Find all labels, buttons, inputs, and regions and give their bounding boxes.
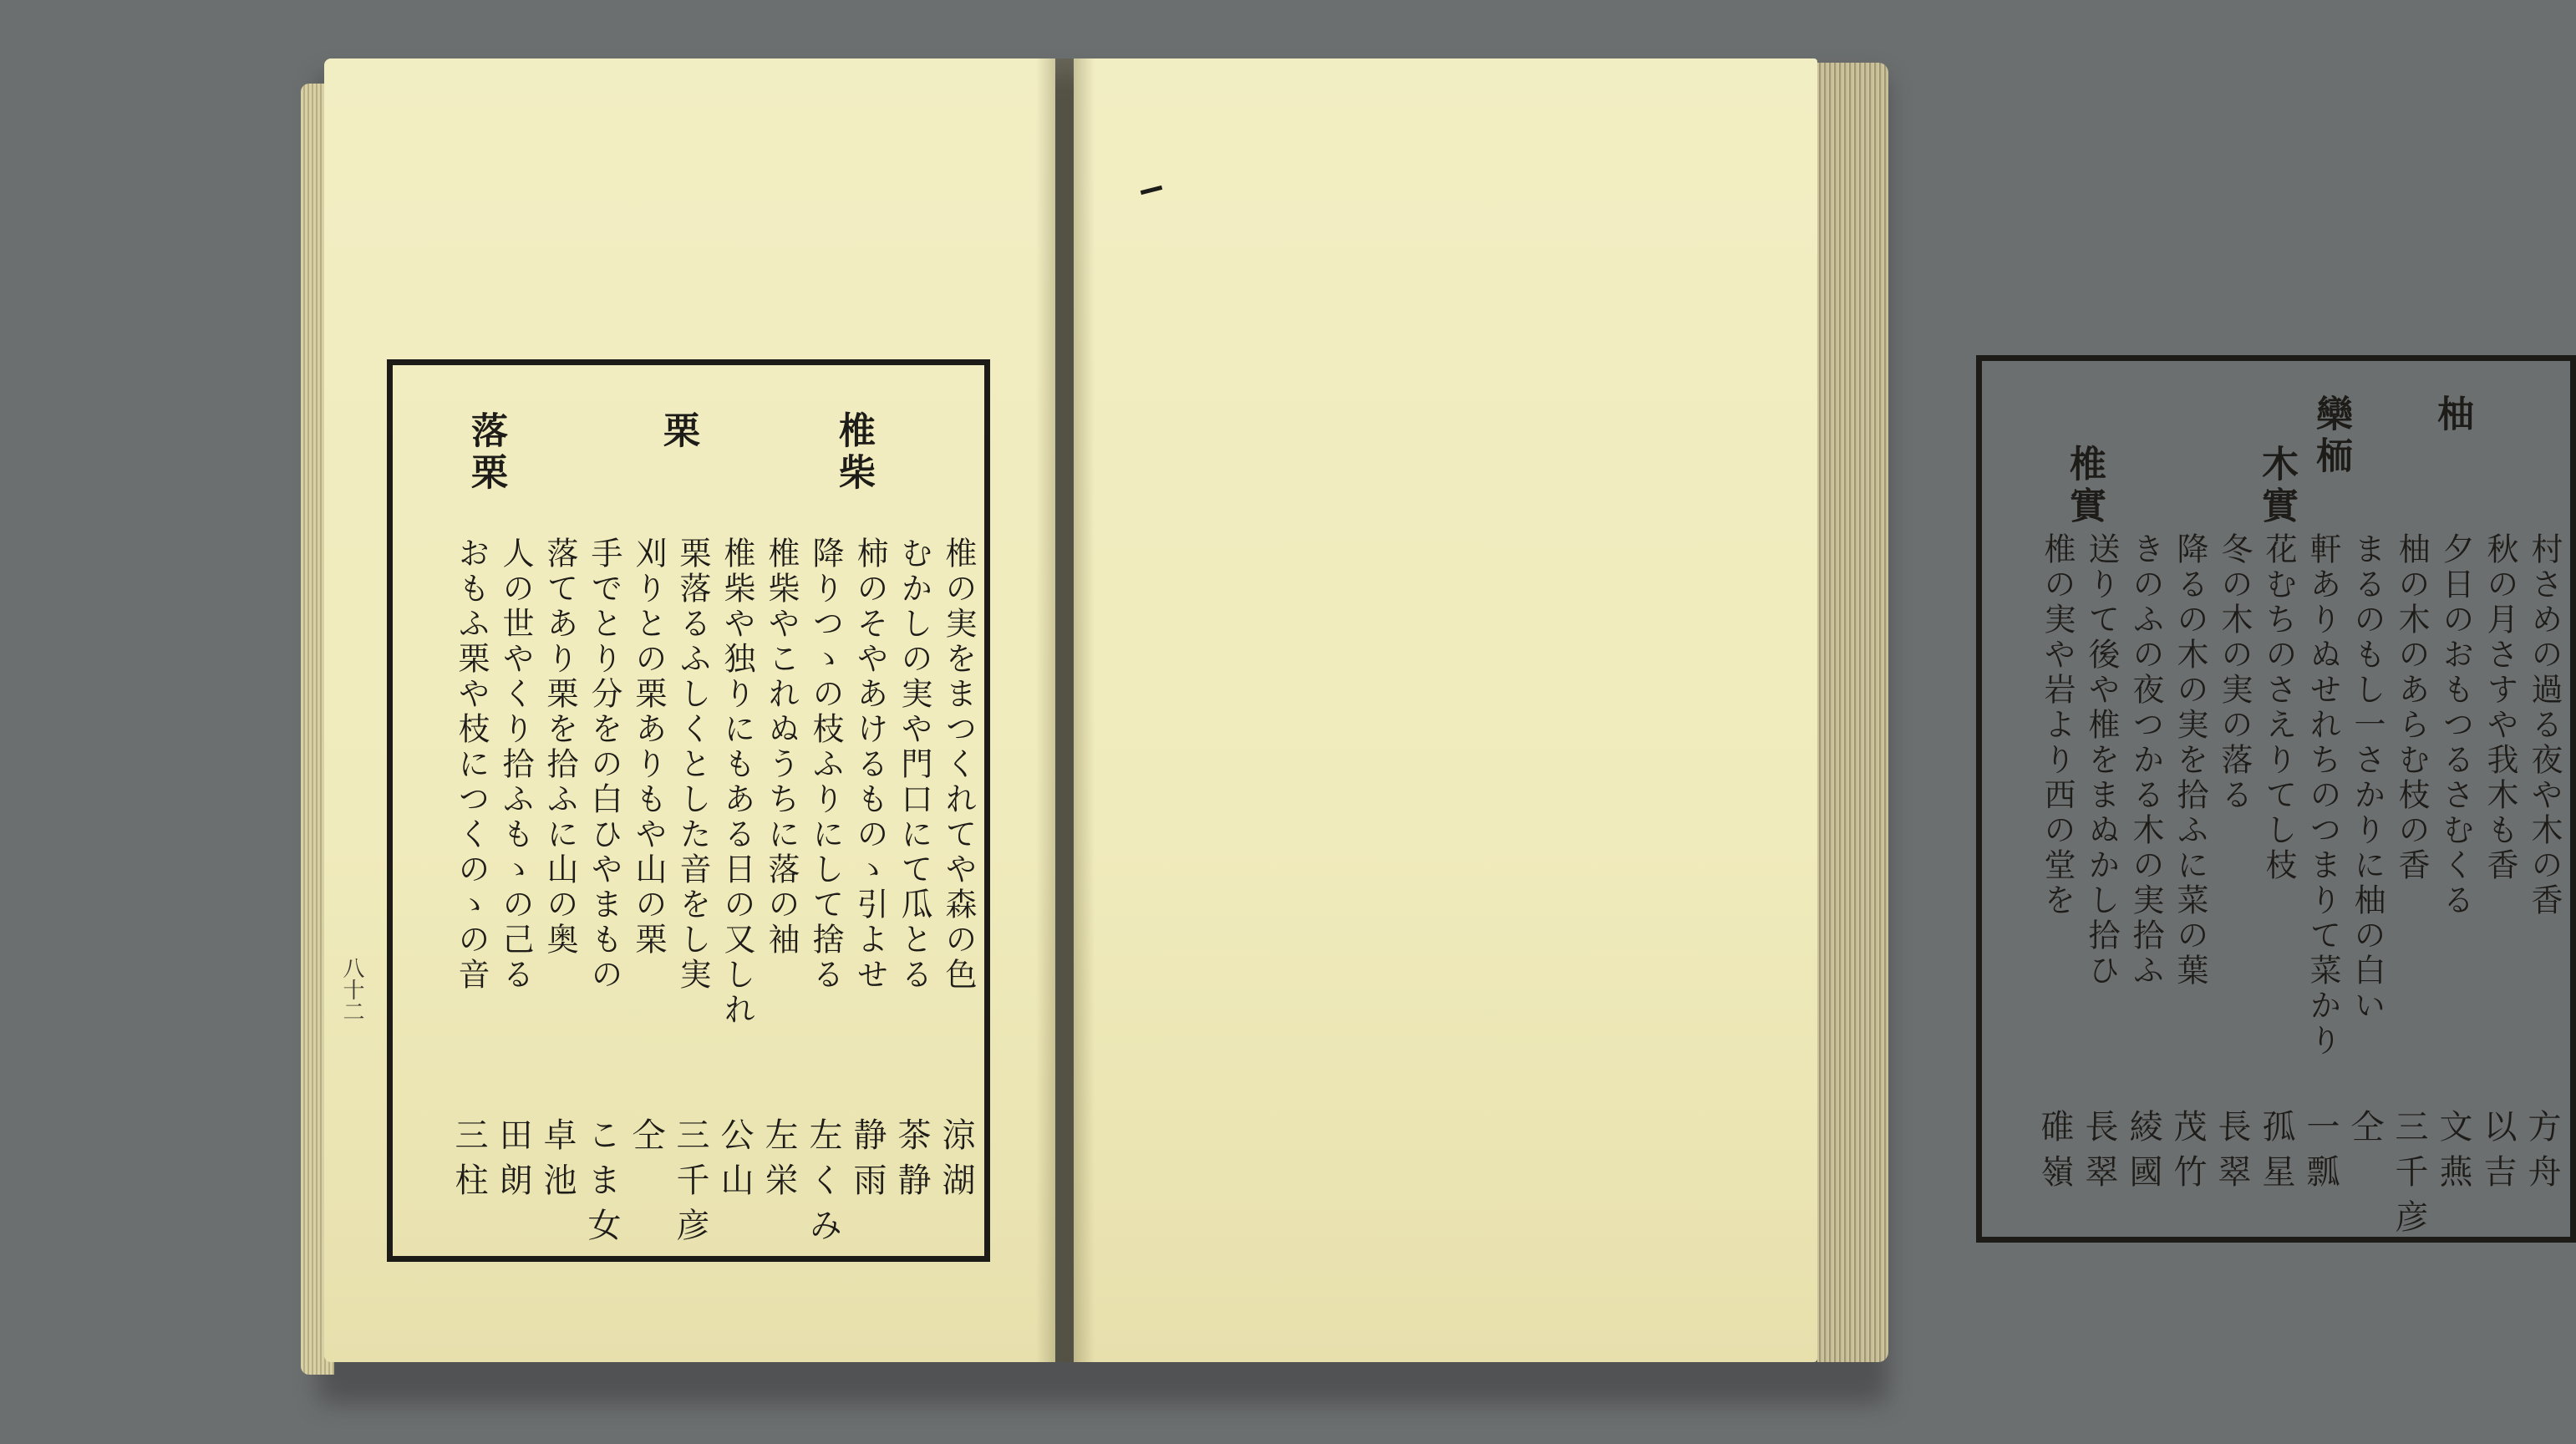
left-verse-9: 手でとり分をの白ひやまもの xyxy=(586,536,622,993)
left-author-4: 左くみ xyxy=(804,1117,842,1253)
right-heading-1: 柚 xyxy=(2431,394,2473,436)
left-author-6: 公山 xyxy=(715,1117,754,1208)
book-gutter xyxy=(1036,58,1095,1362)
open-book xyxy=(301,58,2563,1391)
right-heading-3: 木實 xyxy=(2255,445,2298,528)
left-author-8: 仝 xyxy=(627,1117,665,1162)
right-author-3: 文燕 xyxy=(2434,1109,2472,1199)
ink-mark xyxy=(1141,186,1162,195)
left-author-2: 茶静 xyxy=(892,1117,931,1208)
left-author-1: 涼湖 xyxy=(937,1117,975,1208)
left-verse-8: 刈りとの栗ありもや山の栗 xyxy=(630,536,667,958)
right-text-frame xyxy=(1976,355,2576,1243)
right-verse-3: 夕日のおもつるさむくる xyxy=(2437,532,2474,918)
right-verse-6: 軒ありぬせれちのつまりて菜かり xyxy=(2304,532,2341,1059)
right-verse-11: 送りて後や椎をまぬかし拾ひ xyxy=(2083,532,2120,989)
left-author-3: 静雨 xyxy=(848,1117,887,1208)
left-author-10: 卓池 xyxy=(538,1117,577,1208)
right-verse-2: 秋の月さすや我木も香 xyxy=(2482,532,2518,883)
right-verse-7: 花むちのさえりてし枝 xyxy=(2260,532,2297,883)
left-author-5: 左栄 xyxy=(760,1117,798,1208)
left-verse-10: 落てあり栗を拾ふに山の奥 xyxy=(541,536,578,958)
left-author-11: 田朗 xyxy=(494,1117,532,1208)
left-author-12: 三柱 xyxy=(450,1117,488,1208)
right-verse-1: 村さめの過る夜や木の香 xyxy=(2526,532,2563,918)
left-heading-3: 落栗 xyxy=(465,411,507,495)
right-verse-4: 柚の木のあらむ枝の香 xyxy=(2393,532,2430,883)
right-author-1: 方舟 xyxy=(2523,1109,2561,1199)
left-text-frame xyxy=(387,359,990,1262)
left-heading-1: 椎柴 xyxy=(832,411,875,495)
left-verse-2: むかしの実や門口にて瓜とる xyxy=(896,536,932,993)
right-author-10: 綾國 xyxy=(2124,1109,2162,1199)
left-verse-3: 柿のそやあけるものゝ引よせ xyxy=(851,536,888,993)
right-page xyxy=(1074,58,2563,1362)
left-heading-2: 栗 xyxy=(657,411,699,453)
left-verse-6: 椎柴や独りにもある日の又しれ xyxy=(719,536,755,1028)
left-verse-5: 椎柴やこれぬうちに落の袖 xyxy=(763,536,800,958)
right-heading-4: 椎實 xyxy=(2063,445,2106,528)
right-verse-9: 降るの木の実を拾ふに菜の葉 xyxy=(2172,532,2208,989)
right-page-edges xyxy=(1817,63,1888,1362)
left-verse-1: 椎の実をまつくれてや森の色 xyxy=(940,536,977,993)
left-verse-11: 人の世やくり拾ふもゝの己る xyxy=(497,536,534,993)
left-verse-7: 栗落るふしくとした音をし実 xyxy=(674,536,711,993)
left-page xyxy=(324,58,1055,1362)
left-verse-4: 降りつゝの枝ふりにして捨る xyxy=(807,536,844,993)
right-author-9: 茂竹 xyxy=(2168,1109,2207,1199)
right-author-2: 以吉 xyxy=(2478,1109,2517,1199)
right-author-12: 碓嶺 xyxy=(2035,1109,2074,1199)
right-verse-8: 冬の木の実の落る xyxy=(2216,532,2253,813)
right-author-4: 三千彦 xyxy=(2390,1109,2428,1244)
right-heading-2: 欒栭 xyxy=(2309,394,2352,478)
right-author-8: 長翠 xyxy=(2213,1109,2251,1199)
right-verse-5: まるのもし一さかりに柚の白い xyxy=(2349,532,2385,1024)
right-author-6: 一瓢 xyxy=(2301,1109,2340,1199)
right-verse-10: きのふの夜つかる木の実拾ふ xyxy=(2127,532,2164,989)
right-author-5: 仝 xyxy=(2345,1109,2384,1154)
right-author-11: 長翠 xyxy=(2080,1109,2118,1199)
right-verse-12: 椎の実や岩より西の堂を xyxy=(2039,532,2076,918)
left-author-9: こま女 xyxy=(582,1117,621,1253)
left-verse-12: おもふ栗や枝につくのゝの音 xyxy=(453,536,490,993)
left-author-7: 三千彦 xyxy=(671,1117,709,1253)
folio-number: 八十二 xyxy=(339,957,364,1022)
right-author-7: 孤星 xyxy=(2257,1109,2295,1199)
